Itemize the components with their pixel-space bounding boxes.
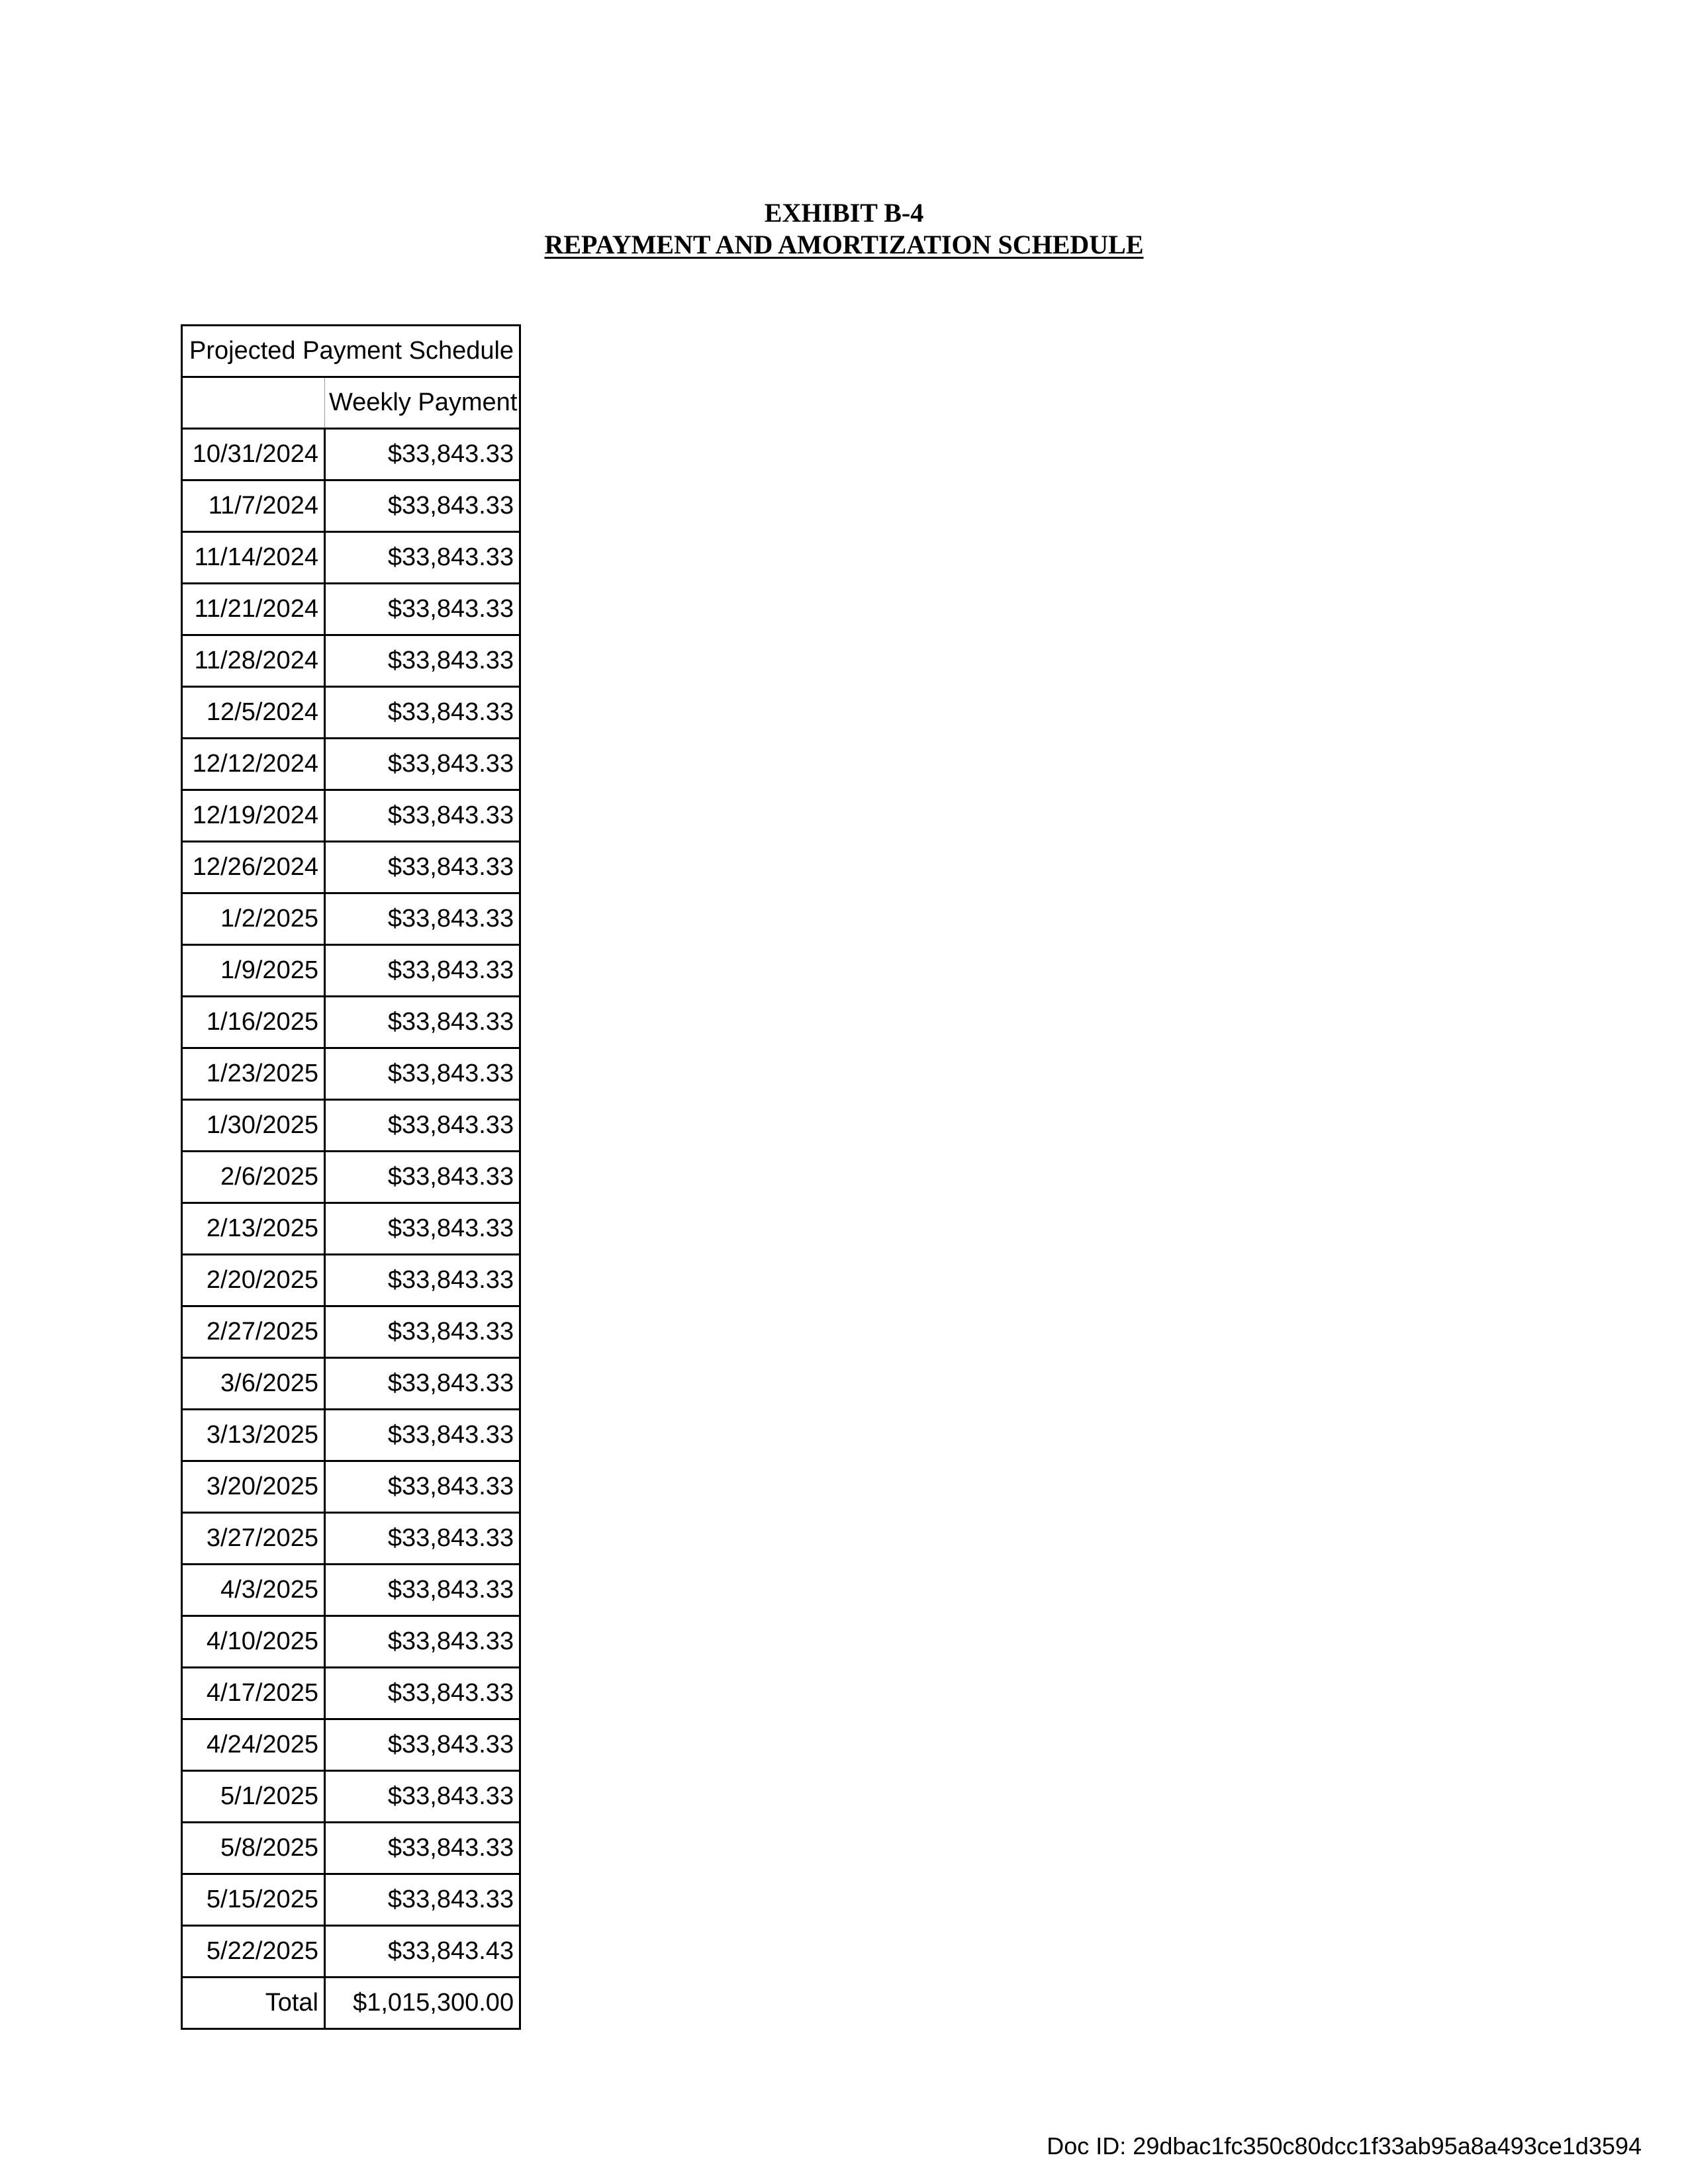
payment-date-cell: 3/20/2025 [182,1461,325,1513]
table-row [182,1358,520,1410]
payment-schedule-table [181,324,521,2030]
payment-date-cell: 12/19/2024 [182,790,325,842]
payment-date-cell: 1/2/2025 [182,893,325,945]
payment-amount-cell: $33,843.33 [324,480,520,532]
table-row [182,1719,520,1771]
table-row [182,1461,520,1513]
total-amount: $1,015,300.00 [324,1978,520,2029]
table-row [182,842,520,893]
table-row [182,1668,520,1719]
exhibit-subtitle: REPAYMENT AND AMORTIZATION SCHEDULE [544,230,1144,259]
table-row [182,1306,520,1358]
payment-date-cell: 11/7/2024 [182,480,325,532]
exhibit-title: EXHIBIT B-4 [764,198,924,228]
payment-amount-cell: $33,843.33 [324,687,520,739]
payment-date-cell: 12/5/2024 [182,687,325,739]
table-row [182,584,520,635]
payment-date-cell: 5/1/2025 [182,1771,325,1823]
payment-amount-cell: $33,843.33 [324,1100,520,1152]
payment-amount-cell: $33,843.33 [324,945,520,997]
table-row [182,1823,520,1874]
payment-amount-cell: $33,843.33 [324,1616,520,1668]
table-row [182,739,520,790]
payment-amount-cell: $33,843.33 [324,1203,520,1255]
payment-amount-cell: $33,843.33 [324,790,520,842]
payment-date-cell: 3/13/2025 [182,1410,325,1461]
payment-amount-cell: $33,843.33 [324,1513,520,1565]
table-row [182,1616,520,1668]
table-row [182,635,520,687]
table-row [182,1565,520,1616]
payment-date-cell: 4/10/2025 [182,1616,325,1668]
payment-date-cell: 1/9/2025 [182,945,325,997]
payment-amount-cell: $33,843.33 [324,1874,520,1926]
table-row [182,687,520,739]
payment-date-cell: 1/30/2025 [182,1100,325,1152]
table-row [182,1100,520,1152]
payment-amount-cell: $33,843.33 [324,584,520,635]
payment-date-cell: 11/14/2024 [182,532,325,584]
payment-date-cell: 2/20/2025 [182,1255,325,1306]
table-row [182,1203,520,1255]
payment-date-cell: 2/6/2025 [182,1152,325,1203]
table-row [182,1513,520,1565]
payment-date-cell: 3/6/2025 [182,1358,325,1410]
date-column-header [182,377,325,429]
payment-date-cell: 5/15/2025 [182,1874,325,1926]
payment-amount-cell: $33,843.33 [324,1668,520,1719]
payment-amount-cell: $33,843.33 [324,1719,520,1771]
payment-date-cell: 4/17/2025 [182,1668,325,1719]
table-row [182,1152,520,1203]
table-row [182,480,520,532]
payment-amount-cell: $33,843.33 [324,429,520,480]
payment-amount-cell: $33,843.33 [324,1461,520,1513]
table-row [182,790,520,842]
table-row [182,429,520,480]
payment-date-cell: 3/27/2025 [182,1513,325,1565]
table-row [182,1874,520,1926]
payment-date-cell: 11/28/2024 [182,635,325,687]
payment-amount-cell: $33,843.33 [324,1255,520,1306]
payment-date-cell: 11/21/2024 [182,584,325,635]
table-row [182,532,520,584]
table-row [182,893,520,945]
table-row [182,1771,520,1823]
payment-date-cell: 1/23/2025 [182,1048,325,1100]
payment-amount-cell: $33,843.33 [324,1048,520,1100]
payment-amount-cell: $33,843.33 [324,1358,520,1410]
table-row [182,1255,520,1306]
payment-date-cell: 4/24/2025 [182,1719,325,1771]
payment-amount-cell: $33,843.33 [324,842,520,893]
payment-date-cell: 5/22/2025 [182,1926,325,1978]
table-caption: Projected Payment Schedule [182,326,520,377]
table-row [182,997,520,1048]
payment-date-cell: 5/8/2025 [182,1823,325,1874]
payment-amount-cell: $33,843.33 [324,1410,520,1461]
payment-date-cell: 12/26/2024 [182,842,325,893]
weekly-payment-header: Weekly Payment [324,377,520,429]
payment-amount-cell: $33,843.33 [324,1771,520,1823]
total-row [182,1978,520,2029]
table-row [182,1410,520,1461]
table-header-row [182,377,520,429]
payment-amount-cell: $33,843.33 [324,1152,520,1203]
table-caption-row [182,326,520,377]
payment-amount-cell: $33,843.33 [324,893,520,945]
payment-date-cell: 12/12/2024 [182,739,325,790]
total-label: Total [182,1978,325,2029]
payment-date-cell: 2/13/2025 [182,1203,325,1255]
table-row [182,945,520,997]
payment-date-cell: 1/16/2025 [182,997,325,1048]
payment-amount-cell: $33,843.33 [324,532,520,584]
table-row [182,1048,520,1100]
payment-amount-cell: $33,843.33 [324,635,520,687]
payment-date-cell: 10/31/2024 [182,429,325,480]
payment-date-cell: 2/27/2025 [182,1306,325,1358]
payment-amount-cell: $33,843.33 [324,1306,520,1358]
doc-id: Doc ID: 29dbac1fc350c80dcc1f33ab95a8a493ce1d3594 [1047,2132,1642,2160]
payment-date-cell: 4/3/2025 [182,1565,325,1616]
table-row [182,1926,520,1978]
payment-amount-cell: $33,843.33 [324,1565,520,1616]
payment-amount-cell: $33,843.43 [324,1926,520,1978]
payment-amount-cell: $33,843.33 [324,997,520,1048]
payment-amount-cell: $33,843.33 [324,739,520,790]
payment-amount-cell: $33,843.33 [324,1823,520,1874]
